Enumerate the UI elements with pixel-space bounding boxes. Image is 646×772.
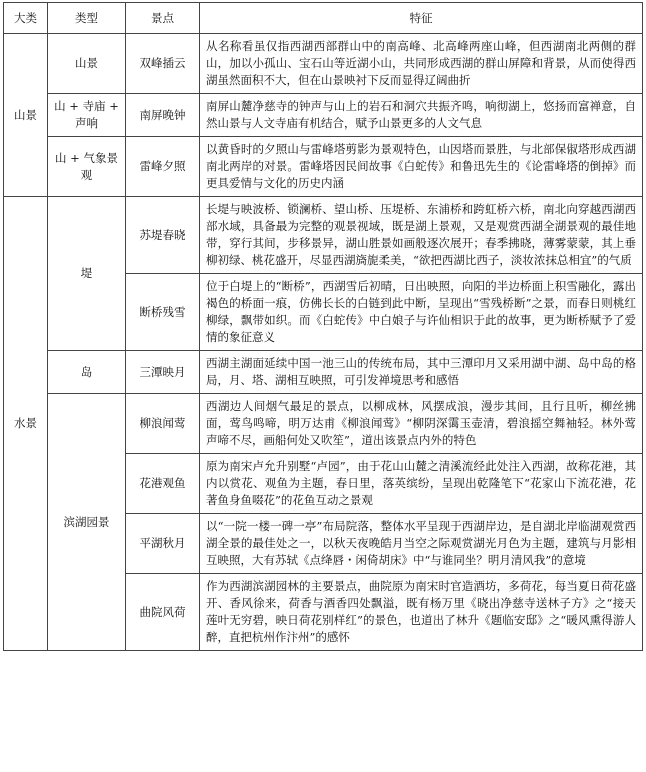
- type-cell: 山景: [48, 34, 126, 94]
- feature-cell: 从名称看虽仅指西湖西部群山中的南高峰、北高峰两座山峰，但西湖南北两侧的群山，加以小孤山、宝石山等近湖小山，共同形成西湖的群山屏障和背景，从而使得西湖虽然面积不大，但在山景映衬下反而显得辽阔曲折: [200, 34, 643, 94]
- table-row: [4, 34, 643, 94]
- header-row: [4, 3, 643, 34]
- feature-cell: 以黄昏时的夕照山与雷峰塔剪影为景观特色，山因塔而景胜，与北部保俶塔形成西湖南北两岸的对景。雷峰塔因民间故事《白蛇传》和鲁迅先生的《论雷峰塔的倒掉》而更具爱情与文化的历史内涵: [200, 137, 643, 197]
- spot-cell: 平湖秋月: [126, 514, 200, 574]
- header-feature: 特征: [200, 3, 643, 34]
- spot-cell: 雷峰夕照: [126, 137, 200, 197]
- feature-cell: 西湖主湖面延续中国一池三山的传统布局，其中三潭印月又采用湖中湖、岛中岛的格局，月、塔、湖相互映照，可引发禅境思考和感悟: [200, 351, 643, 394]
- spot-cell: 苏堤春晓: [126, 197, 200, 274]
- feature-cell: 作为西湖滨湖园林的主要景点，曲院原为南宋时官造酒坊，多荷花，每当夏日荷花盛开、香风徐来，荷香与酒香四处飘溢，既有杨万里《晓出净慈寺送林子方》之“接天莲叶无穷碧，映日荷花别样红”的景色，也道出了林升《题临安邸》之“暖风熏得游人醉，直把杭州作汴州”的感怀: [200, 574, 643, 651]
- feature-cell: 长堤与映波桥、锁澜桥、望山桥、压堤桥、东浦桥和跨虹桥六桥，南北向穿越西湖西部水域，具备最为完整的观景视域，既是湖上景观，又是观赏西湖全湖景观的最佳地带，穿行其间，步移景异，湖山胜景如画般逐次展开；春季拂晓，薄雾蒙蒙，其上垂柳初绿、桃花盛开，尽显西湖旖旎柔美，“欲把西湖比西子，淡妆浓抹总相宜”的气质: [200, 197, 643, 274]
- spot-cell: 三潭映月: [126, 351, 200, 394]
- type-cell: 山 + 寺庙 + 声响: [48, 94, 126, 137]
- category-cell: 水景: [4, 197, 48, 651]
- feature-cell: 西湖边人间烟气最足的景点，以柳成林，风摆成浪，漫步其间，且行且听，柳丝拂面，莺鸟鸣啼，明万达甫《柳浪闻莺》“柳阴深霭玉壶清，碧浪摇空舞袖轻。林外莺声啼不尽，画船何处又吹笙”，道出该景点内外的特色: [200, 394, 643, 454]
- scenic-spots-table: [3, 2, 643, 651]
- type-cell: 岛: [48, 351, 126, 394]
- feature-cell: 原为南宋卢允升别墅“卢园”，由于花山山麓之清溪流经此处注入西湖，故称花港，其内以赏花、观鱼为主题，春日里，落英缤纷，呈现出乾隆笔下“花家山下流花港，花著鱼身鱼啜花”的花鱼互动之景观: [200, 454, 643, 514]
- type-cell: 堤: [48, 197, 126, 351]
- spot-cell: 花港观鱼: [126, 454, 200, 514]
- table-row: [4, 197, 643, 274]
- spot-cell: 柳浪闻莺: [126, 394, 200, 454]
- category-cell: 山景: [4, 34, 48, 197]
- type-cell: 滨湖园景: [48, 394, 126, 651]
- spot-cell: 断桥残雪: [126, 274, 200, 351]
- spot-cell: 曲院风荷: [126, 574, 200, 651]
- spot-cell: 南屏晚钟: [126, 94, 200, 137]
- header-category: 大类: [4, 3, 48, 34]
- table-row: [4, 137, 643, 197]
- table-row: [4, 394, 643, 454]
- table-row: [4, 94, 643, 137]
- header-type: 类型: [48, 3, 126, 34]
- feature-cell: 南屏山麓净慈寺的钟声与山上的岩石和洞穴共振齐鸣，响彻湖上，悠扬而富禅意，自然山景与人文寺庙有机结合，赋予山景更多的人文气息: [200, 94, 643, 137]
- type-cell: 山 + 气象景观: [48, 137, 126, 197]
- header-spot: 景点: [126, 3, 200, 34]
- feature-cell: 位于白堤上的“断桥”，西湖雪后初晴，日出映照，向阳的半边桥面上积雪融化，露出褐色的桥面一痕，仿佛长长的白链到此中断，呈现出“雪残桥断”之景，而春日则桃红柳绿，飘带如织。而《白蛇传》中白娘子与许仙相识于此的故事，更为断桥赋予了爱情的象征意义: [200, 274, 643, 351]
- table-row: [4, 351, 643, 394]
- feature-cell: 以“一院一楼一碑一亭”布局院落，整体水平呈现于西湖岸边，是自湖北岸临湖观赏西湖全景的最佳处之一，以秋天夜晚皓月当空之际观赏湖光月色为主题，建筑与月影相互映照，大有苏轼《点绛唇・闲倚胡床》中“与谁同坐？明月清风我”的意境: [200, 514, 643, 574]
- spot-cell: 双峰插云: [126, 34, 200, 94]
